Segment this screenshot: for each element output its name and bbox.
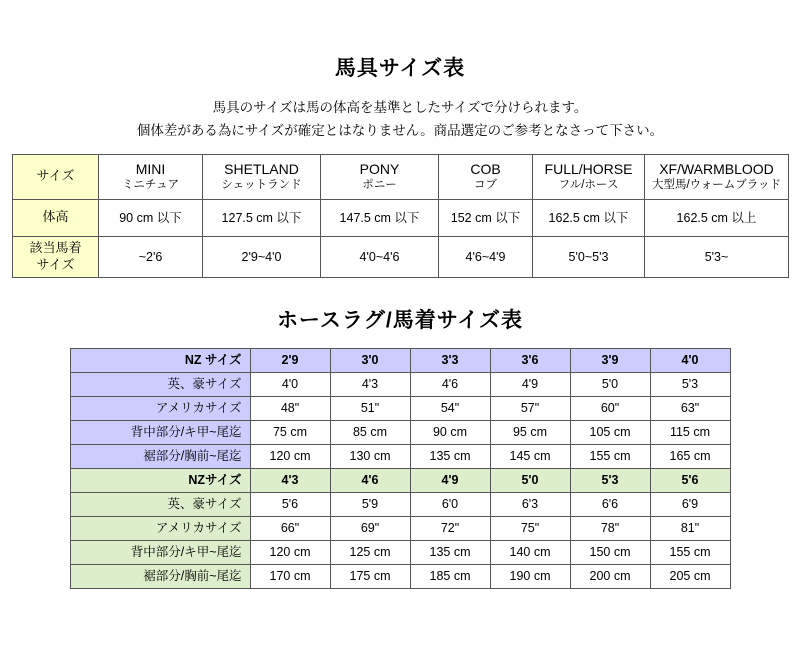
table-cell: 152 cm 以下 (439, 199, 533, 236)
table-cell: 205 cm (650, 564, 730, 588)
table-cell (203, 154, 321, 199)
table-cell: 5'3~ (645, 236, 789, 277)
table-cell: 155 cm (570, 444, 650, 468)
table-cell: 75" (490, 516, 570, 540)
table-cell: 4'0 (250, 372, 330, 396)
table-cell: 78" (570, 516, 650, 540)
table-cell: 95 cm (490, 420, 570, 444)
table-cell: 120 cm (250, 540, 330, 564)
table-row (13, 154, 789, 199)
table-cell: 4'9 (410, 468, 490, 492)
table-cell: 54" (410, 396, 490, 420)
table-cell: 170 cm (250, 564, 330, 588)
row-label-us-size: アメリカサイズ (70, 516, 250, 540)
table-cell: 5'3 (650, 372, 730, 396)
row-header-size: サイズ (13, 154, 99, 199)
page-title-tack-size: 馬具サイズ表 (334, 57, 466, 80)
table-cell: 190 cm (490, 564, 570, 588)
table-cell: 48" (250, 396, 330, 420)
table-cell: 5'6 (250, 492, 330, 516)
table-cell: 90 cm (410, 420, 490, 444)
table-cell: 57" (490, 396, 570, 420)
table-cell: 6'9 (650, 492, 730, 516)
table-cell: 69" (330, 516, 410, 540)
table-cell: 147.5 cm 以下 (321, 199, 439, 236)
table-cell: 51" (330, 396, 410, 420)
table-cell: 105 cm (570, 420, 650, 444)
row-label-nz-size: NZ サイズ (70, 348, 250, 372)
table-cell: 162.5 cm 以上 (645, 199, 789, 236)
table-cell: 200 cm (570, 564, 650, 588)
table-cell: 2'9~4'0 (203, 236, 321, 277)
tack-size-table-wrapper (0, 154, 800, 278)
size-name-en: FULL/HORSE (544, 161, 633, 178)
table-cell: 175 cm (330, 564, 410, 588)
table-cell: 145 cm (490, 444, 570, 468)
table-row (70, 516, 730, 540)
table-cell: 5'0 (490, 468, 570, 492)
table-cell: 4'3 (330, 372, 410, 396)
table-cell: 4'6~4'9 (439, 236, 533, 277)
intro-text (0, 98, 800, 142)
table-cell: 3'0 (330, 348, 410, 372)
table-cell: 6'3 (490, 492, 570, 516)
table-cell: 120 cm (250, 444, 330, 468)
table-cell: ~2'6 (99, 236, 203, 277)
size-name-jp: ミニチュア (121, 179, 180, 192)
size-name-jp: ポニー (362, 179, 397, 192)
table-cell (533, 154, 645, 199)
table-cell: 4'6 (410, 372, 490, 396)
row-label-hem-length: 裾部分/胸前~尾迄 (70, 444, 250, 468)
table-cell: 185 cm (410, 564, 490, 588)
table-row (70, 372, 730, 396)
table-cell: 4'0 (650, 348, 730, 372)
size-name-en: SHETLAND (224, 161, 299, 178)
table-cell: 3'3 (410, 348, 490, 372)
table-cell: 4'3 (250, 468, 330, 492)
table-row (70, 540, 730, 564)
size-name-jp: シェットランド (221, 179, 302, 192)
row-label-hem-length: 裾部分/胸前~尾迄 (70, 564, 250, 588)
table-cell: 115 cm (650, 420, 730, 444)
table-cell: 5'0~5'3 (533, 236, 645, 277)
row-label-nz-size: NZサイズ (70, 468, 250, 492)
size-name-en: PONY (359, 161, 400, 178)
row-header-height: 体高 (13, 199, 99, 236)
row-label-uk-au-size: 英、豪サイズ (70, 372, 250, 396)
table-cell: 130 cm (330, 444, 410, 468)
table-cell (99, 154, 203, 199)
row-label-back-length: 背中部分/キ甲~尾迄 (70, 540, 250, 564)
table-cell: 4'6 (330, 468, 410, 492)
table-cell: 140 cm (490, 540, 570, 564)
size-name-jp: フル/ホース (558, 179, 619, 192)
row-label-us-size: アメリカサイズ (70, 396, 250, 420)
table-cell: 5'0 (570, 372, 650, 396)
table-cell: 5'3 (570, 468, 650, 492)
table-cell: 81" (650, 516, 730, 540)
table-row (70, 420, 730, 444)
table-cell: 66" (250, 516, 330, 540)
table-cell: 90 cm 以下 (99, 199, 203, 236)
table-cell: 5'6 (650, 468, 730, 492)
table-cell: 6'6 (570, 492, 650, 516)
table-cell: 63" (650, 396, 730, 420)
document-page (0, 52, 800, 652)
table-cell: 150 cm (570, 540, 650, 564)
row-label-back-length: 背中部分/キ甲~尾迄 (70, 420, 250, 444)
table-row (70, 564, 730, 588)
table-cell: 4'9 (490, 372, 570, 396)
size-name-jp: 大型馬/ウォームブラッド (651, 179, 781, 192)
table-cell: 5'9 (330, 492, 410, 516)
table-cell: 6'0 (410, 492, 490, 516)
table-cell: 127.5 cm 以下 (203, 199, 321, 236)
size-name-en: XF/WARMBLOOD (659, 161, 774, 178)
table-cell: 135 cm (410, 540, 490, 564)
intro-line-2: 個体差がある為にサイズが確定とはなりません。商品選定のご参考となさって下さい。 (136, 122, 664, 138)
table-cell: 125 cm (330, 540, 410, 564)
table-cell (645, 154, 789, 199)
table-row (70, 396, 730, 420)
table-cell (321, 154, 439, 199)
table-cell: 75 cm (250, 420, 330, 444)
table-row (70, 348, 730, 372)
row-header-line-2: サイズ (36, 256, 75, 272)
table-cell: 2'9 (250, 348, 330, 372)
table-cell: 165 cm (650, 444, 730, 468)
table-cell: 4'0~4'6 (321, 236, 439, 277)
size-name-en: COB (470, 161, 501, 178)
rug-size-table (70, 348, 731, 589)
row-header-line-1: 該当馬着 (29, 239, 82, 255)
table-cell: 155 cm (650, 540, 730, 564)
intro-line-1: 馬具のサイズは馬の体高を基準としたサイズで分けられます。 (212, 100, 588, 115)
table-row (70, 444, 730, 468)
table-row (70, 468, 730, 492)
table-cell: 60" (570, 396, 650, 420)
table-cell: 3'9 (570, 348, 650, 372)
table-cell: 162.5 cm 以下 (533, 199, 645, 236)
table-row (70, 492, 730, 516)
table-row (13, 236, 789, 277)
rug-size-table-wrapper (0, 348, 800, 589)
tack-size-table (12, 154, 789, 278)
row-label-uk-au-size: 英、豪サイズ (70, 492, 250, 516)
row-header-rug-size (13, 236, 99, 277)
table-cell: 85 cm (330, 420, 410, 444)
table-cell: 135 cm (410, 444, 490, 468)
page-title-rug-size: ホースラグ/馬着サイズ表 (276, 308, 524, 332)
table-cell: 3'6 (490, 348, 570, 372)
size-name-jp: コブ (474, 179, 497, 192)
table-cell: 72" (410, 516, 490, 540)
table-row (13, 199, 789, 236)
table-cell (439, 154, 533, 199)
size-name-en: MINI (135, 161, 166, 178)
